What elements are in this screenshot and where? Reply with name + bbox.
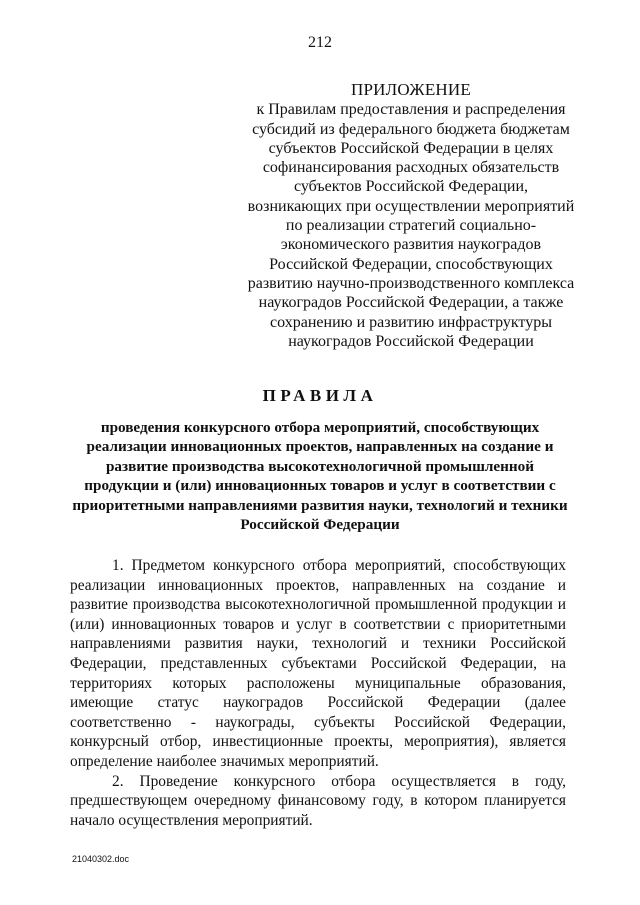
rules-subtitle: проведения конкурсного отбора мероприятий, способствующих реализации инновационных проектов, направленных на создание и развитие производства высокотехнологичной промышленной продукции и (или) инновационных товаров и услуг в соответствии с приоритетными направлениями развития науки, технологий и техники Российской Федерации	[72, 419, 568, 534]
appendix-heading: ПРИЛОЖЕНИЕ	[351, 80, 471, 99]
document-filename: 21040302.doc	[72, 854, 130, 864]
page-number: 212	[308, 34, 332, 51]
appendix-block	[246, 80, 576, 351]
rules-title: ПРАВИЛА	[262, 386, 378, 405]
paragraph-1: 1. Предметом конкурсного отбора мероприятий, способствующих реализации инновационных проектов, направленных на создание и развитие производства высокотехнологичной промышленной продукции и (или) инновационных товаров и услуг в соответствии с приоритетными направлениями развития науки, технологий и техники Российской Федерации, представленных субъектами Российской Федерации, на территориях которых расположены муниципальные образования, имеющие статус наукоградов Российской Федерации (далее соответственно - наукограды, субъекты Российской Федерации, конкурсный отбор, инвестиционные проекты, мероприятия), является определение наиболее значимых мероприятий.	[70, 557, 566, 770]
rules-body	[70, 556, 566, 830]
appendix-text: к Правилам предоставления и распределения субсидий из федерального бюджета бюджетам субъектов Российской Федерации в целях софинансирования расходных обязательств субъектов Российской Федерации, возникающих при осуществлении мероприятий по реализации стратегий социально-экономического развития наукоградов Российской Федерации, способствующих развитию научно-производственного комплекса наукоградов Российской Федерации, а также сохранению и развитию инфраструктуры наукоградов Российской Федерации	[247, 101, 575, 350]
paragraph-2: 2. Проведение конкурсного отбора осуществляется в году, предшествующем очередному финансовому году, в котором планируется начало осуществления мероприятий.	[70, 772, 566, 829]
